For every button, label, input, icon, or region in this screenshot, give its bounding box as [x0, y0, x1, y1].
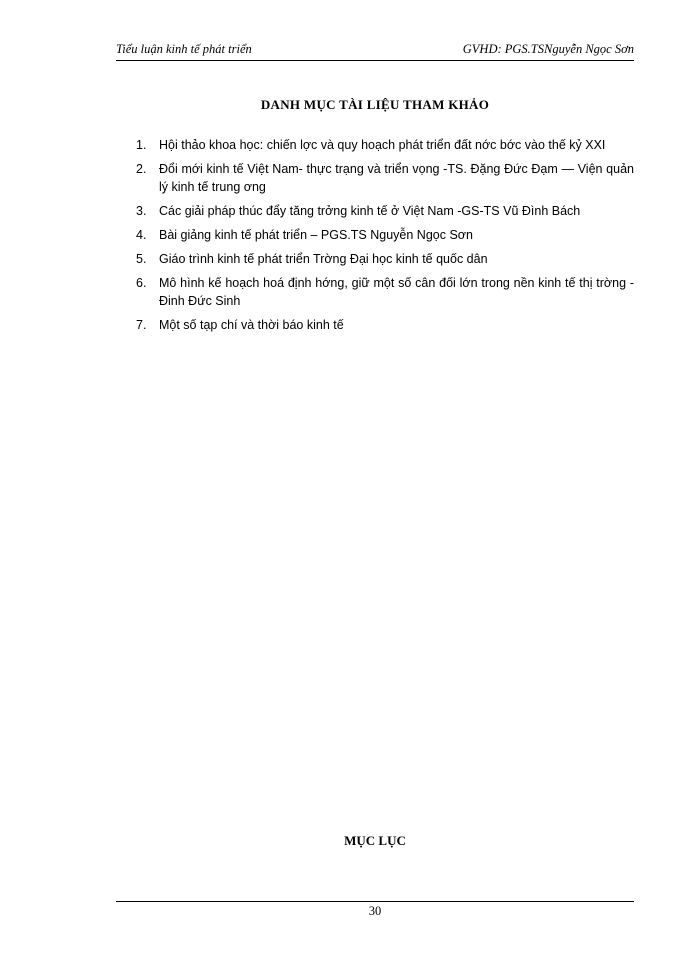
reference-item-7 [136, 316, 634, 334]
reference-number: 3. [136, 204, 147, 218]
reference-number: 7. [136, 318, 147, 332]
reference-item-1 [136, 136, 634, 154]
reference-text: Mô hình kế hoạch hoá định hớng, giữ một số cân đối lớn trong nền kinh tế thị trờng - Đinh Đức Sinh [159, 276, 634, 308]
reference-text: Một số tạp chí và thời báo kinh tế [159, 318, 344, 332]
reference-list [136, 136, 634, 340]
references-title: DANH MỤC TÀI LIỆU THAM KHẢO [260, 97, 490, 112]
reference-number: 2. [136, 162, 147, 176]
reference-text: Đổi mới kinh tế Việt Nam- thực trạng và triển vọng -TS. Đặng Đức Đạm — Viện quản lý kinh tế trung ơng [159, 162, 634, 194]
reference-item-3 [136, 202, 634, 220]
page-number: 30 [368, 904, 382, 918]
header-document-title: Tiểu luận kinh tế phát triển [116, 42, 252, 56]
reference-item-2 [136, 160, 634, 196]
page-header [116, 38, 634, 61]
reference-text: Giáo trình kinh tế phát triển Trờng Đại học kinh tế quốc dân [159, 252, 488, 266]
reference-item-6 [136, 274, 634, 310]
reference-number: 5. [136, 252, 147, 266]
reference-text: Bài giảng kinh tế phát triển – PGS.TS Nguyễn Ngọc Sơn [159, 228, 473, 242]
reference-number: 6. [136, 276, 147, 290]
table-of-contents-title: MỤC LỤC [344, 833, 406, 848]
reference-item-4 [136, 226, 634, 244]
header-advisor: GVHD: PGS.TSNguyễn Ngọc Sơn [462, 42, 634, 56]
reference-number: 1. [136, 138, 147, 152]
reference-item-5 [136, 250, 634, 268]
reference-text: Các giải pháp thúc đẩy tăng trởng kinh tế ở Việt Nam -GS-TS Vũ Đình Bách [159, 204, 581, 218]
footer-divider [116, 901, 634, 902]
reference-text: Hội thảo khoa học: chiến lợc và quy hoạch phát triển đất nớc bớc vào thế kỷ XXI [159, 138, 606, 152]
reference-number: 4. [136, 228, 147, 242]
